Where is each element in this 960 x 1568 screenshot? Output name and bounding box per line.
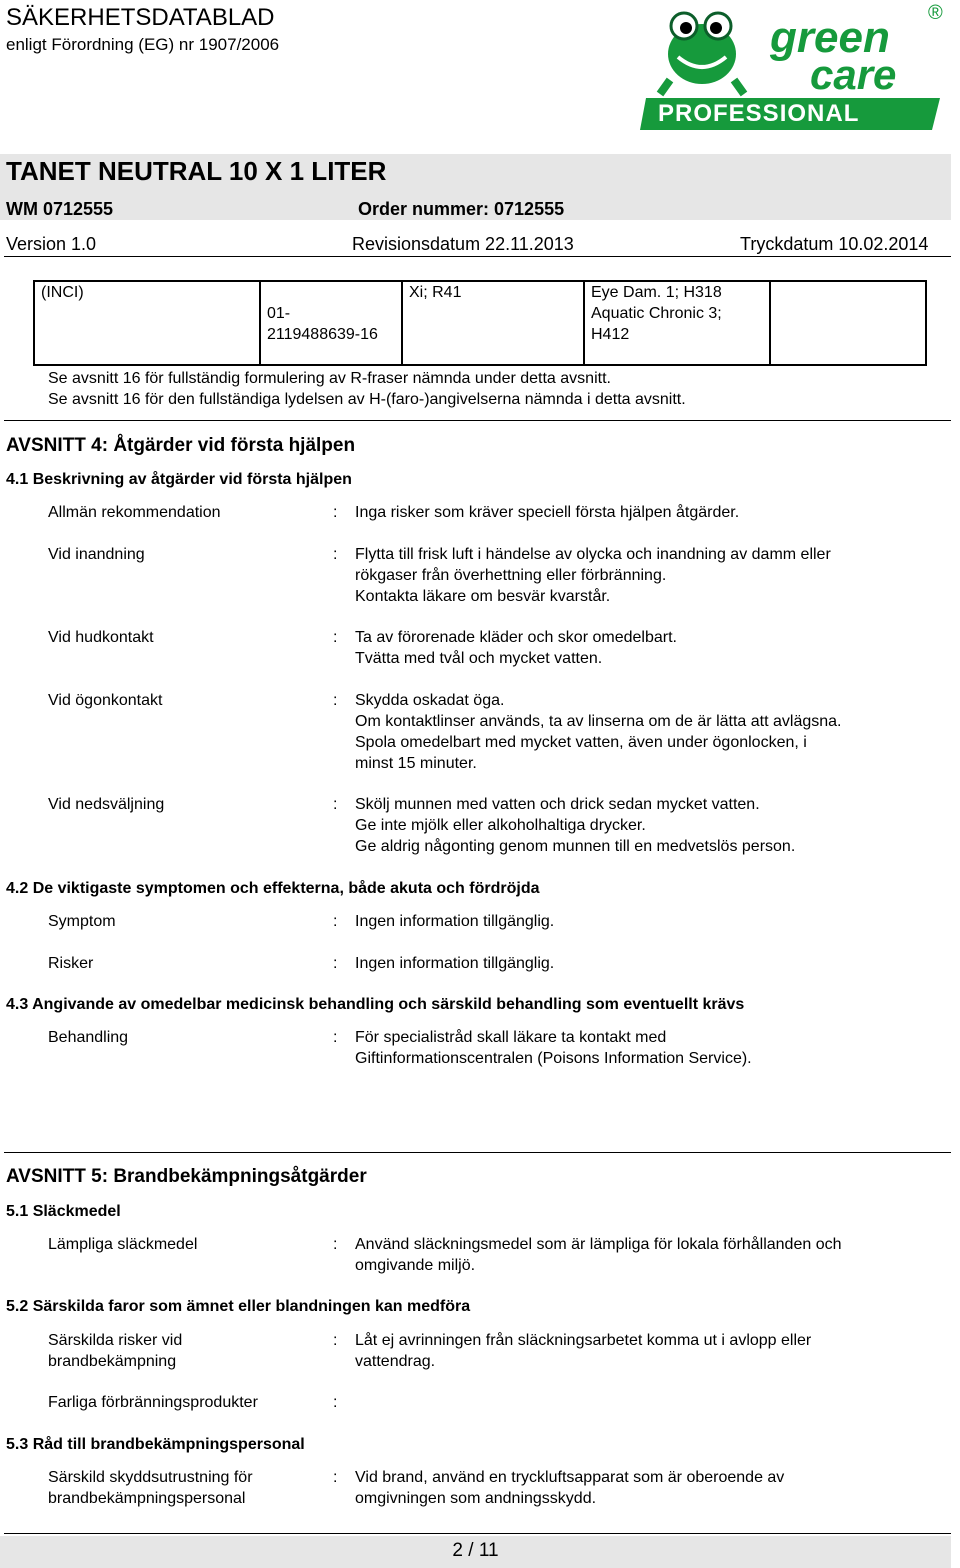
order-number: Order nummer: 0712555 [358,199,565,219]
footer-rule [4,1533,951,1534]
green-care-logo [640,2,956,134]
product-name: TANET NEUTRAL 10 X 1 LITER [6,156,387,186]
cell-concentration [770,281,926,365]
section5-rule [4,1152,951,1153]
section5-2-heading: 5.2 Särskilda faror som ämnet eller blandningen kan medföra [6,1298,471,1315]
revision-date: Revisionsdatum 22.11.2013 [352,234,574,254]
wm-number: WM 0712555 [6,199,114,219]
logo-word-care: care [810,51,897,98]
registered-mark: ® [928,2,943,24]
doc-subtitle: enligt Förordning (EG) nr 1907/2006 [6,35,280,54]
version: Version 1.0 [6,234,97,254]
page-number: 2 / 11 [452,1540,499,1561]
cell-inci: (INCI) [34,281,260,365]
section5-1-heading: 5.1 Släckmedel [6,1203,121,1220]
cell-registration: 01- 2119488639-16 [260,281,402,365]
section5-heading: AVSNITT 5: Brandbekämpningsåtgärder [6,1166,367,1187]
note-h-statements: Se avsnitt 16 för den fullständiga lydelsen av H-(faro-)angivelserna nämnda i detta avsnitt. [48,391,686,408]
cell-classification-67: Xi; R41 [402,281,584,365]
print-date: Tryckdatum 10.02.2014 [740,234,929,254]
cell-classification-clp: Eye Dam. 1; H318 Aquatic Chronic 3; H412 [584,281,770,365]
logo-word-professional: PROFESSIONAL [658,100,860,127]
section4-3-heading: 4.3 Angivande av omedelbar medicinsk behandling och särskild behandling som eventuellt krävs [6,996,745,1013]
section4-2-heading: 4.2 De viktigaste symptomen och effekterna, både akuta och fördröjda [6,880,540,897]
header-rule [4,256,951,257]
note-r-phrases: Se avsnitt 16 för fullständig formulering av R-fraser nämnda under detta avsnitt. [48,370,611,387]
doc-title: SÄKERHETSDATABLAD [6,4,275,31]
section4-heading: AVSNITT 4: Åtgärder vid första hjälpen [6,435,356,456]
section4-1-heading: 4.1 Beskrivning av åtgärder vid första hjälpen [6,471,352,488]
component-table [33,280,927,366]
section4-rule [4,420,951,421]
section5-3-heading: 5.3 Råd till brandbekämpningspersonal [6,1436,305,1453]
logo-word-green: green [770,13,890,62]
